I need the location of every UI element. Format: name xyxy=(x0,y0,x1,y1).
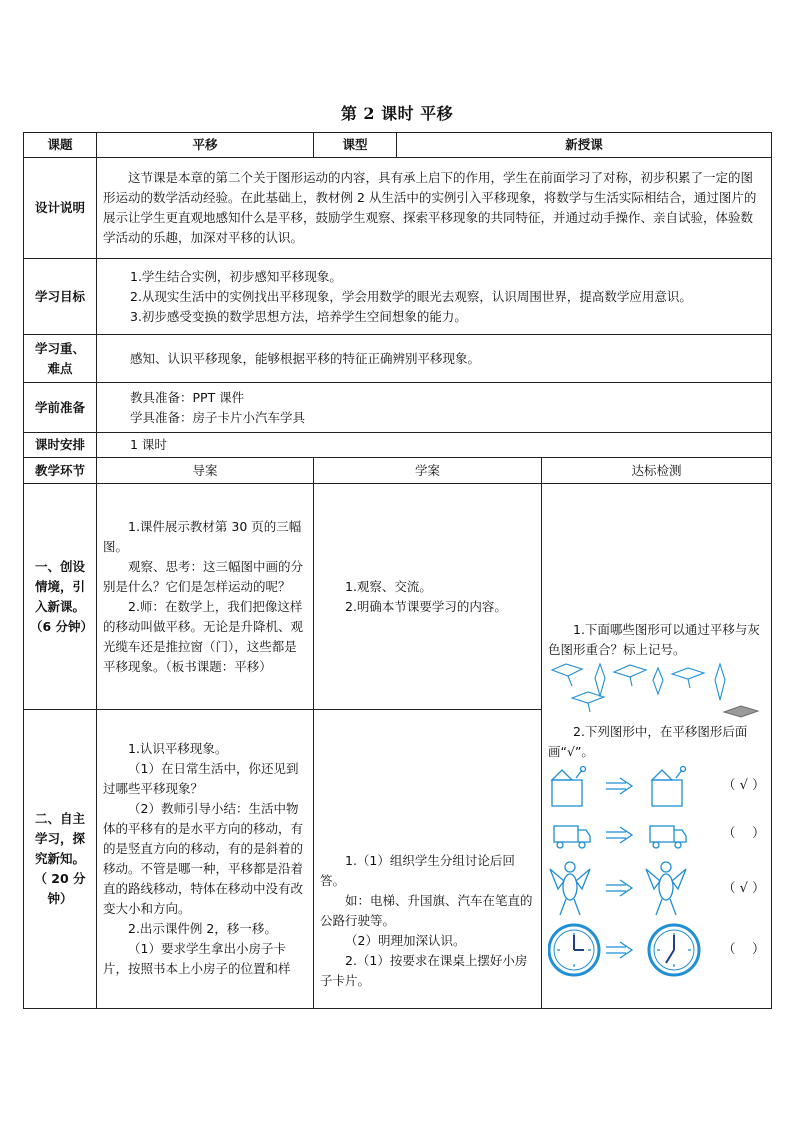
goals-row xyxy=(24,259,772,335)
check-q1: 1.下面哪些图形可以通过平移与灰色图形重合？标上记号。 xyxy=(548,622,760,657)
check-item-truck xyxy=(548,810,765,858)
keypoints-text: 感知、认识平移现象，能够根据平移的特征正确辨别平移现象。 xyxy=(97,335,772,383)
clock-icon xyxy=(548,921,708,979)
answer-4: （ ） xyxy=(722,941,766,957)
keypoints-row xyxy=(24,335,772,383)
page-title: 第 2 课时 平移 xyxy=(340,104,454,123)
type-label: 课型 xyxy=(314,133,397,158)
check-cell xyxy=(542,484,772,1009)
answer-2: （ ） xyxy=(722,825,766,841)
answer-1: （ √ ） xyxy=(722,777,766,793)
stick-figure-icon xyxy=(548,859,708,919)
stage2-study: 1.（1）组织学生分组讨论后回答。 如：电梯、升国旗、汽车在笔直的公路行驶等。 （2）明理加深认识。 2.（1）按要求在课桌上摆好小房子卡片。 xyxy=(314,710,542,1009)
design-label: 设计说明 xyxy=(24,158,97,259)
rhombus-figures xyxy=(548,660,764,718)
col-check: 达标检测 xyxy=(542,458,772,484)
check-q2: 2.下列图形中，在平移图形后面画“√”。 xyxy=(548,724,748,759)
design-text: 这节课是本章的第二个关于图形运动的内容，具有承上启下的作用，学生在前面学习了对称，初步积累了一定的图形运动的数学活动经验。在此基础上，教材例 2 从生活中的实例引入平移现象，将数学与生活实际相结合，通过图片的展示让学生更直观地感知什么是平移，鼓励学生观察、探索平移现象的共同特征，并通过动手操作、亲自试验，体验数学活动的乐趣，加深对平移的认识。 xyxy=(103,170,757,245)
stage1-name: 一、创设 情境，引 入新课。 （6 分钟） xyxy=(24,484,97,710)
check-item-clock xyxy=(548,920,765,980)
column-header-row xyxy=(24,458,772,484)
prep-row xyxy=(24,383,772,433)
type-value: 新授课 xyxy=(397,133,772,158)
keypoints-label: 学习重、 xyxy=(34,340,85,356)
lesson-plan-table xyxy=(23,132,772,1009)
truck-icon xyxy=(548,812,708,856)
col-guide: 导案 xyxy=(97,458,314,484)
answer-3: （ √ ） xyxy=(722,880,766,896)
col-stage: 教学环节 xyxy=(24,458,97,484)
col-study: 学案 xyxy=(314,458,542,484)
schedule-label: 课时安排 xyxy=(24,433,97,458)
keypoints-label-2: 难点 xyxy=(47,360,73,376)
stage2-name: 二、自主 学习，探 究新知。 （ 20 分 钟） xyxy=(24,710,97,1009)
topic-value: 平移 xyxy=(97,133,314,158)
goals-label: 学习目标 xyxy=(24,259,97,335)
design-row xyxy=(24,158,772,259)
schedule-value: 1 课时 xyxy=(97,433,772,458)
check-item-house xyxy=(548,762,765,810)
check-item-figure xyxy=(548,858,765,920)
house-icon xyxy=(548,764,708,808)
stage1-guide: 1.课件展示教材第 30 页的三幅图。 观察、思考：这三幅图中画的分别是什么？它们是怎样运动的呢？ 2.师：在数学上，我们把像这样的移动叫做平移。无论是升降机、观光缆车还是推拉窗（门），这些都是平移现象。（板书课题：平移） xyxy=(97,484,314,710)
header-row xyxy=(24,133,772,158)
prep-teacher: 教具准备：PPT 课件 xyxy=(130,389,245,405)
goal-item: 3.初步感受变换的数学思想方法，培养学生空间想象的能力。 xyxy=(130,308,467,324)
goal-item: 1.学生结合实例，初步感知平移现象。 xyxy=(130,268,342,284)
goal-item: 2.从现实生活中的实例找出平移现象，学会用数学的眼光去观察，认识周围世界，提高数学应用意识。 xyxy=(130,288,692,304)
schedule-row xyxy=(24,433,772,458)
stage1-study: 1.观察、交流。 2.明确本节课要学习的内容。 xyxy=(314,484,542,710)
stage1-row xyxy=(24,484,772,710)
prep-student: 学具准备：房子卡片小汽车学具 xyxy=(130,409,306,425)
stage2-guide: 1.认识平移现象。 （1）在日常生活中，你还见到过哪些平移现象？ （2）教师引导小结：生活中物体的平移有的是水平方向的移动，有的是竖直方向的移动，有的是斜着的移动。不管是哪一种，平移都是沿着直的路线移动，特体在移动中没有改变大小和方向。 2.出示课件例 2，移一移。 （1）要求学生拿出小房子卡片，按照书本上小房子的位置和样 xyxy=(97,710,314,1009)
topic-label: 课题 xyxy=(24,133,97,158)
prep-label: 学前准备 xyxy=(24,383,97,433)
